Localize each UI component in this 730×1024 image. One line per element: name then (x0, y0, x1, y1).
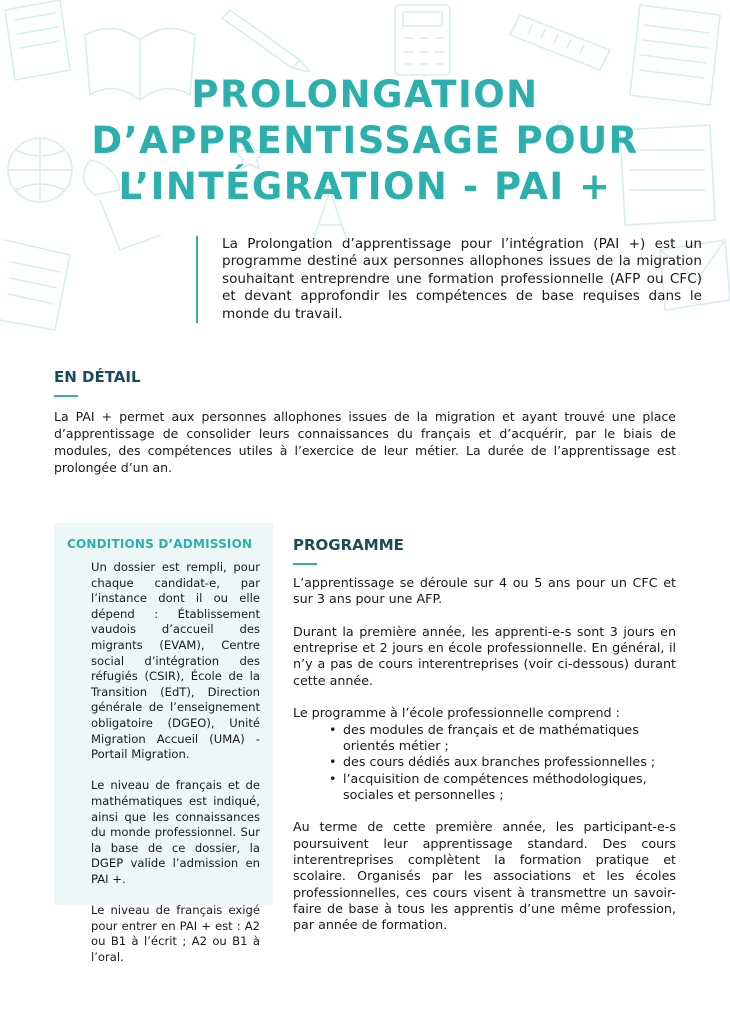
programme-body (293, 575, 676, 950)
programme-bullet-1: • des modules de français et de mathématiques orientés métier ; (329, 722, 676, 755)
detail-paragraph: La PAI + permet aux personnes allophones issues de la migration et ayant trouvé une place d’apprentissage de consolider leurs connaissances du français et d’acquérir, par le biais de modules, des compétences utiles à l’exercice de leur métier. La durée de l’apprentissage est prolongée d’un an. (54, 409, 676, 475)
programme-heading: PROGRAMME (293, 536, 404, 554)
detail-heading: EN DÉTAIL (54, 368, 141, 386)
admission-heading: CONDITIONS D’ADMISSION (67, 537, 253, 551)
programme-bullet-3: • l’acquisition de compétences méthodologiques, sociales et personnelles ; (329, 771, 676, 804)
page-title (40, 72, 690, 210)
programme-bullet-list (329, 722, 676, 803)
programme-paragraph-3: Le programme à l’école professionnelle comprend : (293, 705, 620, 721)
title-line-2: D’APPRENTISSAGE POUR (91, 119, 639, 162)
admission-paragraph-2: Le niveau de français et de mathématiques est indiqué, ainsi que les connaissances du monde professionnel. Sur la base de ce dossier, la DGEP valide l’admission en PAI +. (91, 778, 260, 886)
programme-paragraph-4: Au terme de cette première année, les participant-e-s poursuivent leur apprentissage standard. Des cours interentreprises complètent la formation pratique et scolaire. Organisés par les associations et les écoles professionnelles, ces cours visent à transmettre un savoir-faire de base à tous les apprentis d’une même profession, par année de formation. (293, 819, 676, 933)
programme-heading-rule (293, 563, 317, 565)
admission-body (91, 560, 260, 981)
title-line-3: L’INTÉGRATION - PAI + (118, 165, 612, 208)
programme-paragraph-2: Durant la première année, les apprenti-e-s sont 3 jours en entreprise et 2 jours en école professionnelle. En général, il n’y a pas de cours interentreprises (voir ci-dessous) durant cette année. (293, 623, 676, 688)
programme-paragraph-1: L’apprentissage se déroule sur 4 ou 5 ans pour un CFC et sur 3 ans pour une AFP. (293, 575, 676, 607)
admission-paragraph-1: Un dossier est rempli, pour chaque candidat-e, par l’instance dont il ou elle dépend : Établissement vaudois d’accueil des migrants (EVAM), Centre social d’intégration des réfugiés (CSIR), École de la Transition (EdT), Direction générale de l’enseignement obligatoire (DGEO), Unité Migration Accueil (UMA) - Portail Migration. (91, 560, 260, 762)
programme-bullet-2: • des cours dédiés aux branches professionnelles ; (329, 754, 676, 770)
admission-box (54, 523, 273, 964)
title-line-1: PROLONGATION (191, 73, 539, 116)
intro-paragraph: La Prolongation d’apprentissage pour l’intégration (PAI +) est un programme destiné aux personnes allophones issues de la migration souhaitant entreprendre une formation professionnelle (AFP ou CFC) et devant approfondir les compétences de base requises dans le monde du travail. (196, 236, 702, 323)
admission-paragraph-3: Le niveau de français exigé pour entrer en PAI + est : A2 ou B1 à l’écrit ; A2 ou B1 à l’oral. (91, 903, 260, 964)
detail-heading-rule (54, 395, 78, 397)
